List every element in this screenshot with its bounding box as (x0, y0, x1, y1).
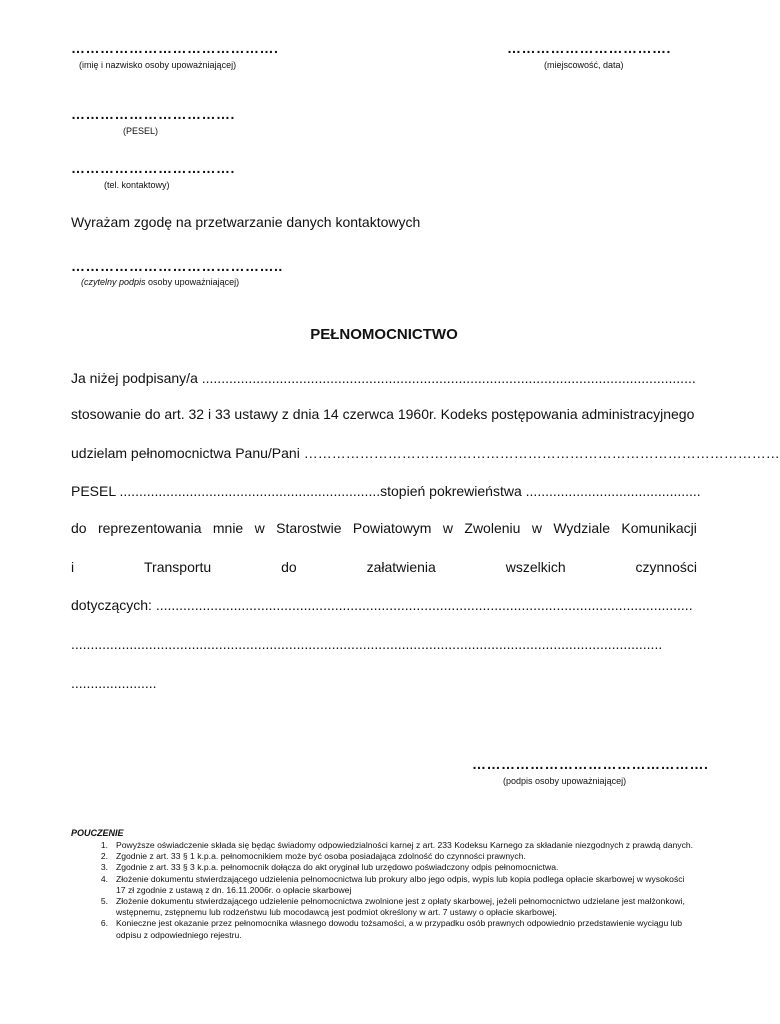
body-line-9: ...................... (71, 675, 157, 691)
body-word: czynności (635, 559, 697, 575)
body-word: do (281, 559, 297, 575)
consent-signature-caption (81, 277, 239, 287)
pouczenie-item-number: 6. (100, 918, 108, 929)
kinship-dots-line: stopień pokrewieństwa ............................................. (380, 483, 701, 499)
pouczenie-item-number: 2. (100, 851, 108, 862)
body-word: wszelkich (505, 559, 566, 575)
body-line-7: dotyczących: .......................................................................................................................................... (71, 597, 693, 613)
pouczenie-item (71, 896, 696, 918)
pesel-dots-line: PESEL ................................................................... (71, 483, 381, 499)
body-word: Komunikacji (621, 520, 697, 536)
pouczenie-item (71, 918, 696, 940)
body-word: mnie (212, 520, 244, 536)
pouczenie-item (71, 874, 696, 896)
body-word: w (254, 520, 265, 536)
consent-statement: Wyrażam zgodę na przetwarzanie danych kontaktowych (71, 214, 421, 230)
phone-field-dots: ……………………………. (71, 160, 235, 176)
place-date-field-dots: ……………………………. (507, 40, 671, 56)
pouczenie-item (71, 851, 696, 862)
pouczenie-item (71, 862, 696, 873)
pesel-field-dots: ……………………………. (71, 106, 235, 122)
pouczenie-item-text: Zgodnie z art. 33 § 1 k.p.a. pełnomocnikiem może być osoba posiadająca zdolność do czynności prawnych. (116, 851, 526, 862)
pouczenie-item-number: 4. (100, 873, 108, 884)
pouczenie-item-text: Złożenie dokumentu stwierdzającego udzielenia pełnomocnictwa lub prokury albo jego odpis, wypis lub kopia podlega opłacie skarbowej w wysokości 17 zł zgodnie z ustawą z dn. 16.11.2006r. o opłacie skarbowej (116, 873, 685, 895)
body-word: Transportu (144, 559, 212, 575)
body-line-6 (71, 559, 697, 575)
body-line-3: udzielam pełnomocnictwa Panu/Pani ………………………………………………………………………………………… (71, 445, 780, 461)
pouczenie-item-text: Konieczne jest okazanie przez pełnomocnika własnego dowodu tożsamości, a w przypadku osób prawnych odpowiednio przedstawienie wyciągu lub odpisu z odpowiedniego rejestru. (116, 918, 683, 940)
pouczenie-list (71, 840, 696, 941)
body-word: reprezentowania (97, 520, 202, 536)
name-field-caption: (imię i nazwisko osoby upoważniającej) (79, 60, 237, 70)
body-word: do (71, 520, 87, 536)
body-word: Zwoleniu (464, 520, 521, 536)
place-date-field-caption: (miejscowość, data) (544, 60, 624, 70)
pouczenie-item-number: 1. (100, 840, 108, 850)
name-field-dots: ……………………………………. (71, 40, 279, 56)
pouczenie-item-number: 3. (100, 862, 108, 873)
pouczenie-item (71, 840, 696, 851)
body-line-8: ........................................................................................................................................................ (71, 636, 663, 652)
phone-field-caption: (tel. kontaktowy) (104, 180, 170, 190)
pouczenie-item-text: Zgodnie z art. 33 § 3 k.p.a. pełnomocnik dołącza do akt oryginał lub urzędowo poświadczony odpis pełnomocnictwa. (116, 862, 559, 873)
body-word: i (71, 559, 75, 575)
body-line-2 (71, 406, 697, 422)
pouczenie-item-text: Złożenie dokumentu stwierdzającego udzielenie pełnomocnictwa zwolnione jest z opłaty skarbowej, jeżeli pełnomocnictwo udzielane jest małżonkowi, wstępnemu, zstępnemu lub rodzeństwu lub mocodawcą jest podmiot określony w art. 7 ustawy o opłacie skarbowej. (116, 896, 685, 918)
body-line-4 (71, 483, 701, 499)
signature-dots: …………………………………………. (472, 756, 709, 772)
document-title: PEŁNOMOCNICTWO (310, 326, 458, 343)
consent-signature-dots: …………………………………….. (71, 258, 283, 274)
consent-signature-caption-italic: (czytelny podpis (81, 277, 146, 287)
body-word: w (531, 520, 542, 536)
body-line-1: Ja niżej podpisany/a ............................................................................................................................... (71, 370, 696, 386)
body-line-2-text: stosowanie do art. 32 i 33 ustawy z dnia 14 czerwca 1960r. Kodeks postępowania administracyjnego (71, 406, 695, 422)
body-word: Powiatowym (352, 520, 432, 536)
body-word: Wydziale (553, 520, 610, 536)
pesel-field-caption: (PESEL) (123, 126, 159, 136)
consent-signature-caption-rest: osoby upoważniającej) (148, 277, 240, 287)
body-line-5 (71, 520, 697, 536)
body-word: załatwienia (366, 559, 436, 575)
pouczenie-item-number: 5. (100, 896, 108, 907)
pouczenie-item-text: Powyższe oświadczenie składa się będąc świadomy odpowiedzialności karnej z art. 233 Kodeksu Karnego za składanie niezgodnych z prawdą danych. (116, 840, 694, 850)
body-word: Starostwie (276, 520, 342, 536)
pouczenie-heading: POUCZENIE (71, 828, 124, 838)
signature-caption: (podpis osoby upoważniającej) (503, 776, 627, 786)
body-word: w (442, 520, 453, 536)
